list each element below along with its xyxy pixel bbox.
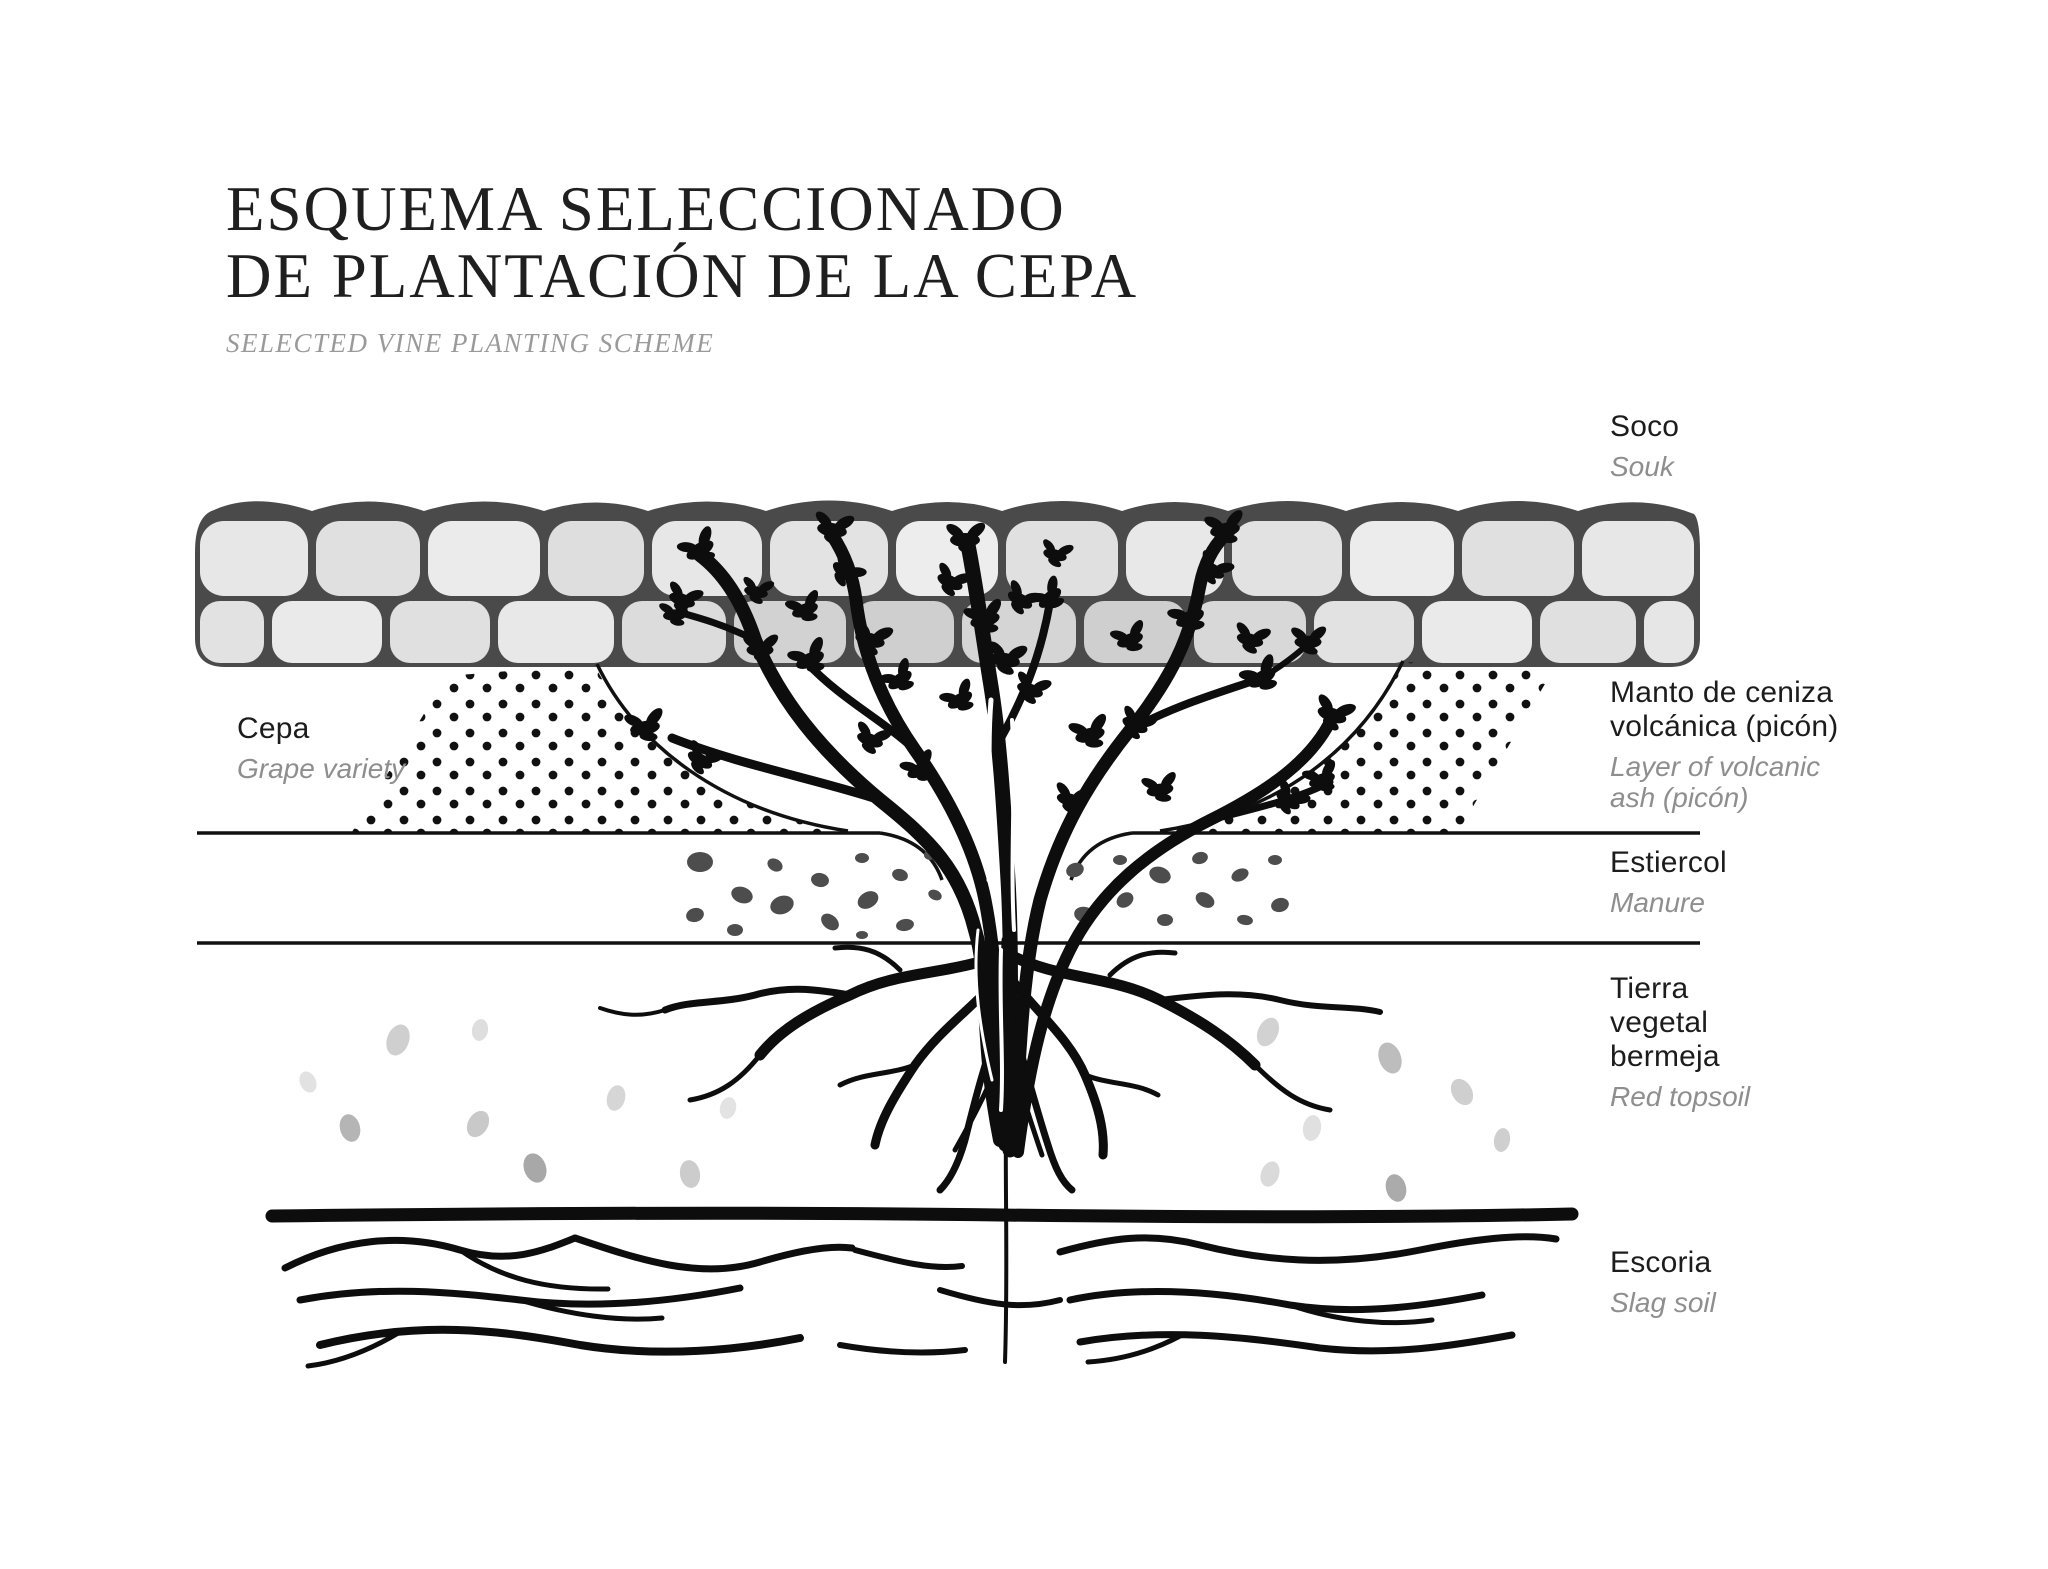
label-picon-es: Manto de ceniza volcánica (picón) xyxy=(1610,676,1839,743)
label-cepa xyxy=(237,712,405,784)
label-cepa-es: Cepa xyxy=(237,712,310,745)
label-estiercol-es: Estiercol xyxy=(1610,846,1727,879)
label-tierra-en: Red topsoil xyxy=(1610,1081,1751,1112)
label-soco-en: Souk xyxy=(1610,451,1674,482)
title-line-1: ESQUEMA SELECCIONADO xyxy=(226,174,1066,244)
label-estiercol-en: Manure xyxy=(1610,887,1705,918)
label-escoria xyxy=(1610,1246,1850,1318)
page-subtitle: SELECTED VINE PLANTING SCHEME xyxy=(226,328,715,358)
label-tierra-es: Tierra vegetal bermeja xyxy=(1610,972,1720,1073)
label-soco xyxy=(1610,410,1679,482)
label-estiercol xyxy=(1610,846,1850,918)
layer-lines xyxy=(197,833,1700,943)
label-escoria-en: Slag soil xyxy=(1610,1287,1716,1318)
picon-dots-right xyxy=(1162,662,1552,832)
label-tierra xyxy=(1610,972,1752,1112)
title-line-2: DE PLANTACIÓN DE LA CEPA xyxy=(226,241,1139,311)
label-cepa-en: Grape variety xyxy=(237,753,406,784)
title-block xyxy=(226,176,1138,359)
picon-dots-left xyxy=(352,664,846,832)
slag-top-line xyxy=(272,1213,1572,1217)
label-escoria-es: Escoria xyxy=(1610,1246,1712,1279)
taproot xyxy=(1005,1130,1006,1362)
label-picon-en: Layer of volcanic ash (picón) xyxy=(1610,751,1821,813)
slag-layer xyxy=(272,1213,1572,1366)
label-picon xyxy=(1610,676,1862,813)
page-title xyxy=(226,176,1138,310)
label-soco-es: Soco xyxy=(1610,410,1680,443)
